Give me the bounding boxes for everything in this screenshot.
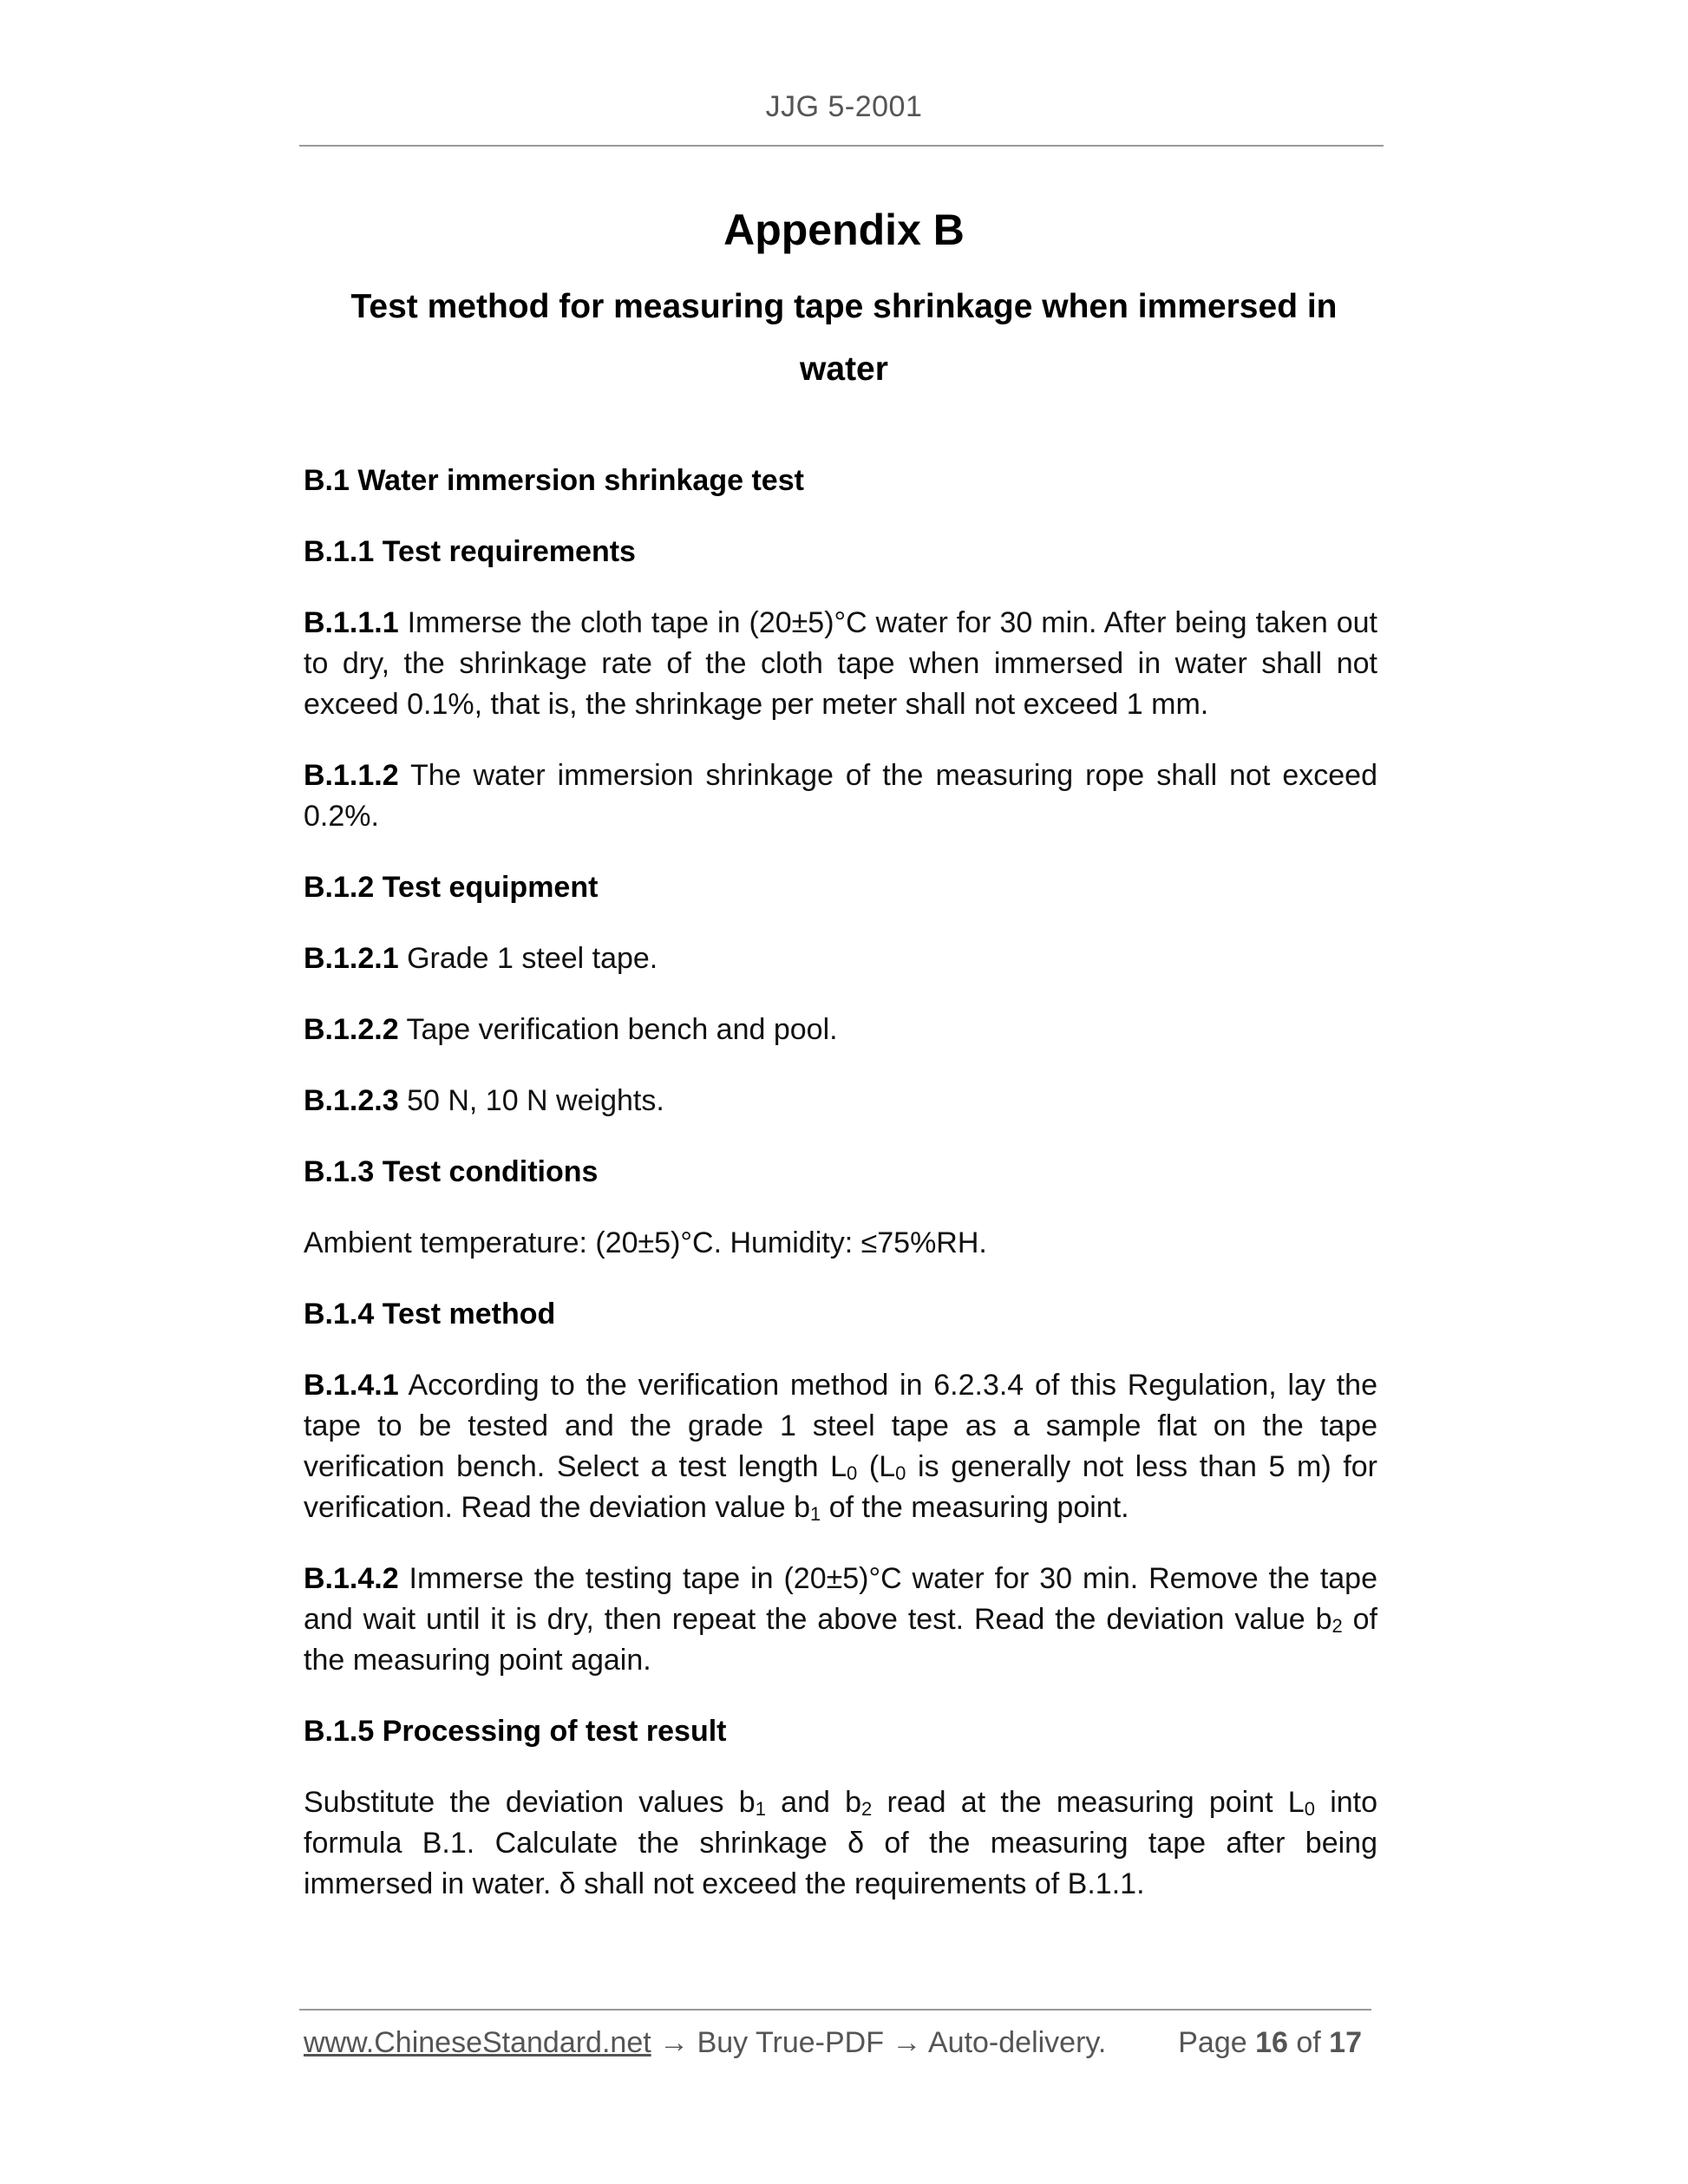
footer-divider (299, 2009, 1371, 2011)
section-heading-b12: B.1.2 Test equipment (304, 871, 599, 904)
clause-text: The water immersion shrinkage of the measuring rope shall not exceed 0.2%. (304, 759, 1377, 833)
clause-text: According to the verification method in 6.2.3.4 of this Regulation, lay the tape to be tested and the grade 1 steel tape as a sample flat on the tape verification bench. Select a test length L (304, 1369, 1377, 1483)
section-heading-b15: B.1.5 Processing of test result (304, 1715, 727, 1748)
section-heading-b1: B.1 Water immersion shrinkage test (304, 464, 804, 497)
page-of-label: of (1287, 2026, 1330, 2059)
total-pages: 17 (1329, 2026, 1362, 2059)
document-body (304, 461, 1377, 1935)
subscript: 2 (1331, 1615, 1343, 1637)
subscript: 0 (847, 1462, 858, 1484)
processing-result-text (304, 1782, 1377, 1905)
clause-text: Grade 1 steel tape. (398, 942, 658, 975)
section-heading-b11: B.1.1 Test requirements (304, 535, 636, 568)
appendix-subtitle: Test method for measuring tape shrinkage when immersed in water (350, 288, 1338, 388)
clause-number: B.1.2.3 (304, 1084, 399, 1117)
clause-b123 (304, 1081, 1377, 1121)
test-conditions-text: Ambient temperature: (20±5)°C. Humidity: ≤75%RH. (304, 1226, 987, 1259)
clause-text: read at the measuring point L (872, 1786, 1305, 1819)
clause-b112 (304, 755, 1377, 837)
clause-b111 (304, 603, 1377, 725)
clause-text: is generally not less than 5 m) for verification. Read the deviation value b (304, 1450, 1377, 1524)
clause-number: B.1.1.1 (304, 606, 399, 639)
clause-text: Immerse the cloth tape in (20±5)°C water for 30 min. After being taken out to dry, the shrinkage rate of the cloth tape when immersed in water shall not exceed 0.1%, that is, the shrinkage per meter shall not exceed 1 mm. (304, 606, 1377, 721)
page-number (1178, 2026, 1362, 2060)
page-label: Page (1178, 2026, 1256, 2059)
clause-text: of the measuring point again. (304, 1603, 1377, 1677)
subscript: 1 (810, 1503, 821, 1525)
current-page: 16 (1255, 2026, 1288, 2059)
clause-text: (L (857, 1450, 896, 1483)
clause-number: B.1.4.2 (304, 1562, 399, 1595)
footer-promo (304, 2026, 1106, 2060)
clause-b141 (304, 1365, 1377, 1528)
clause-number: B.1.2.1 (304, 942, 399, 975)
header-divider (299, 145, 1384, 147)
clause-b121 (304, 938, 1377, 979)
clause-text: Tape verification bench and pool. (398, 1013, 838, 1046)
subscript: 0 (1304, 1798, 1315, 1820)
section-heading-b13: B.1.3 Test conditions (304, 1155, 599, 1188)
clause-number: B.1.2.2 (304, 1013, 399, 1046)
document-code-header: JJG 5-2001 (765, 90, 923, 123)
appendix-title: Appendix B (723, 206, 965, 254)
section-heading-b14: B.1.4 Test method (304, 1298, 556, 1331)
website-link[interactable]: www.ChineseStandard.net (304, 2026, 651, 2059)
footer-promo-text: → Buy True-PDF → Auto-delivery. (651, 2026, 1107, 2059)
clause-b122 (304, 1010, 1377, 1050)
clause-text: Immerse the testing tape in (20±5)°C water for 30 min. Remove the tape and wait until it is dry, then repeat the above test. Read the deviation value b (304, 1562, 1377, 1636)
clause-text: of the measuring point. (821, 1491, 1129, 1524)
subscript: 0 (895, 1462, 906, 1484)
clause-text: into formula B.1. Calculate the shrinkage δ of the measuring tape after being immersed in water. δ shall not exceed the requirements of B.1.1. (304, 1786, 1378, 1900)
clause-number: B.1.1.2 (304, 759, 399, 792)
clause-text: and b (765, 1786, 862, 1819)
clause-b142 (304, 1559, 1377, 1681)
clause-number: B.1.4.1 (304, 1369, 399, 1402)
subscript: 2 (861, 1798, 873, 1820)
clause-text: Substitute the deviation values b (304, 1786, 756, 1819)
clause-text: 50 N, 10 N weights. (398, 1084, 664, 1117)
subscript: 1 (755, 1798, 766, 1820)
